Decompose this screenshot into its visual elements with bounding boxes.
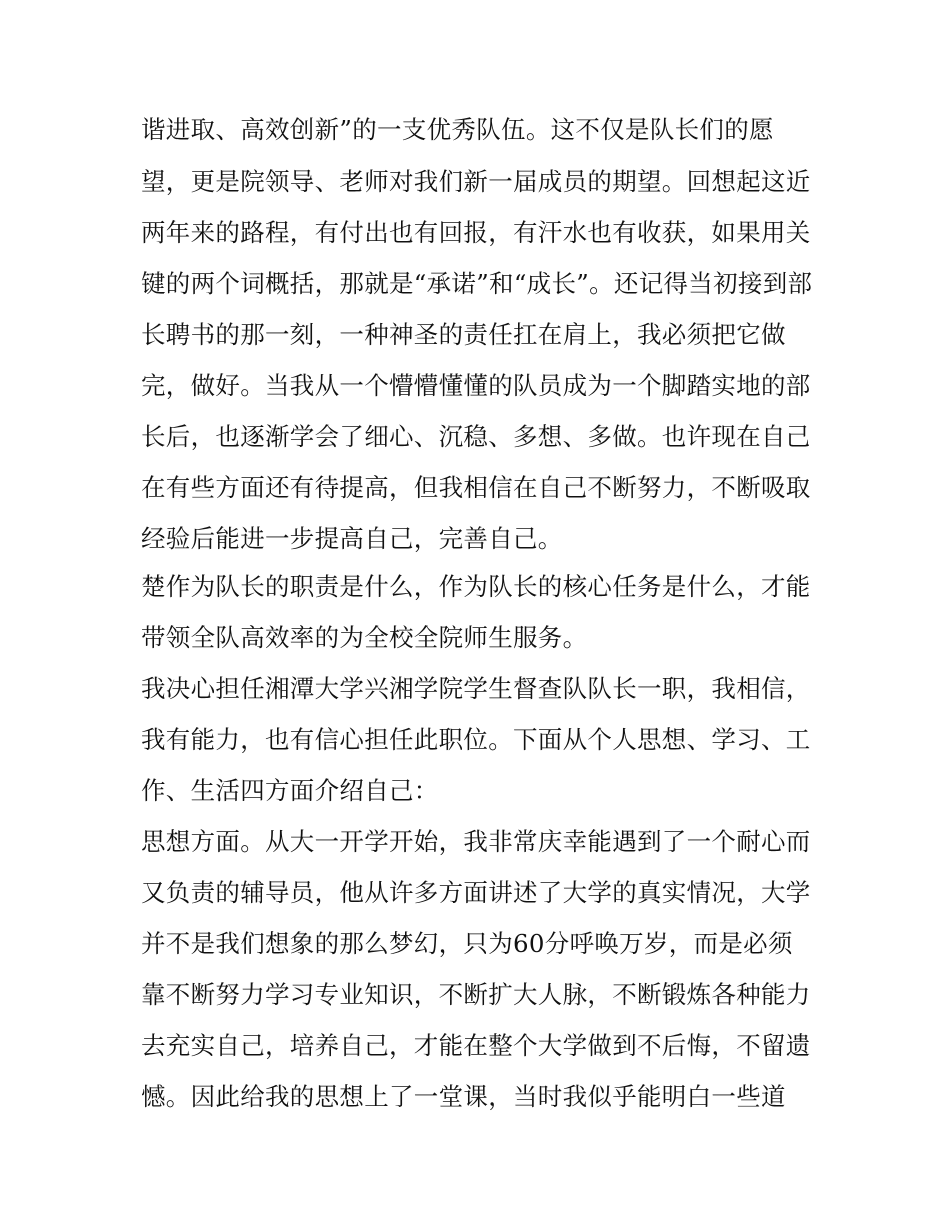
text-line: 又负责的辅导员，他从许多方面讲述了大学的真实情况，大学 <box>141 878 811 907</box>
text-line: 我决心担任湘潭大学兴湘学院学生督查队队长一职，我相信， <box>141 674 811 703</box>
text-line: 带领全队高效率的为全校全院师生服务。 <box>141 623 588 652</box>
text-line: 思想方面。从大一开学开始，我非常庆幸能遇到了一个耐心而 <box>141 827 811 856</box>
text-line: 键的两个词概括，那就是“承诺”和“成长”。还记得当初接到部 <box>141 269 813 298</box>
text-line: 长后，也逐渐学会了细心、沉稳、多想、多做。也许现在自己 <box>141 422 811 451</box>
text-line: 在有些方面还有待提高，但我相信在自己不断努力，不断吸取 <box>141 473 811 502</box>
text-line: 我有能力，也有信心担任此职位。下面从个人思想、学习、工 <box>141 725 811 754</box>
text-line: 两年来的路程，有付出也有回报，有汗水也有收获，如果用关 <box>141 218 811 247</box>
text-line: 望，更是院领导、老师对我们新一届成员的期望。回想起这近 <box>141 167 811 196</box>
text-line: 去充实自己，培养自己，才能在整个大学做到不后悔，不留遗 <box>141 1031 811 1060</box>
text-line: 完，做好。当我从一个懵懵懂懂的队员成为一个脚踏实地的部 <box>141 371 811 400</box>
text-line: 谐进取、高效创新”的一支优秀队伍。这不仅是队长们的愿 <box>141 115 774 144</box>
text-line: 长聘书的那一刻，一种神圣的责任扛在肩上，我必须把它做 <box>141 320 786 349</box>
text-line: 作、生活四方面介绍自己： <box>141 776 439 805</box>
text-line: 楚作为队长的职责是什么，作为队长的核心任务是什么，才能 <box>141 572 811 601</box>
text-line: 憾。因此给我的思想上了一堂课，当时我似乎能明白一些道 <box>141 1082 786 1111</box>
text-line: 并不是我们想象的那么梦幻，只为60分呼唤万岁，而是必须 <box>141 929 793 958</box>
text-line: 靠不断努力学习专业知识，不断扩大人脉，不断锻炼各种能力 <box>141 980 811 1009</box>
text-line: 经验后能进一步提高自己，完善自己。 <box>141 524 563 553</box>
